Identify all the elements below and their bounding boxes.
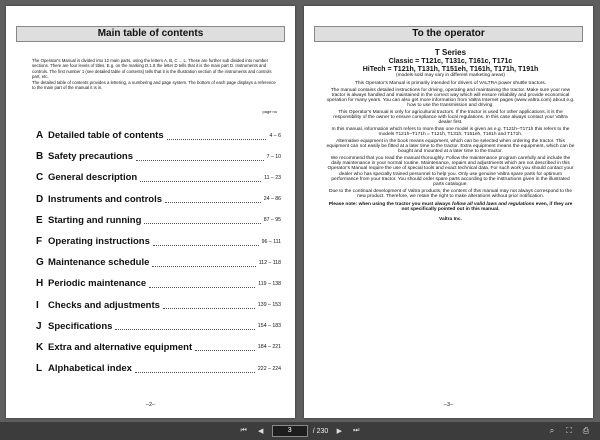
page-title: Main table of contents <box>16 26 285 42</box>
toc-leader-dots <box>115 322 255 330</box>
left-page <box>6 6 295 418</box>
intro-text <box>32 58 277 91</box>
toc-title[interactable]: Maintenance schedule <box>48 257 150 269</box>
first-page-icon[interactable]: ⏮ <box>240 427 247 434</box>
toc-leader-dots <box>163 301 255 309</box>
paragraph: This Operator's Manual is primarily intended for drivers of VALTRA power shuttle tractors. <box>354 81 547 87</box>
toc-pages: 154 – 183 <box>257 323 281 330</box>
toc-letter: C <box>36 172 44 184</box>
toc-title[interactable]: Detailed table of contents <box>48 130 164 142</box>
toc-row[interactable] <box>36 167 281 188</box>
toc-pages: 96 – 111 <box>261 238 281 245</box>
toc-letter: D <box>36 193 44 205</box>
toc-pages: 4 – 6 <box>269 132 281 139</box>
next-page-icon[interactable]: ▶ <box>336 428 342 435</box>
page-number: –3– <box>443 402 454 408</box>
paragraph: Due to the continual development of Valtra products, the content of this manual may not always correspond to the new product. Therefore, we retain the right to make alterations without prior notification. <box>328 188 573 199</box>
toc-pages: 119 – 138 <box>258 280 281 287</box>
paragraph: Alternative equipment in the book means equipment, which can be selected when ordering the tractor. This equipment can not easily be fitted at a later time to the tractor. Extra equipment means the equipment, which can be bought and mounted at a later time to the tractor. <box>326 139 575 155</box>
toc-leader-dots <box>135 365 255 373</box>
toc-title[interactable]: General description <box>48 172 138 184</box>
series-title: T Series <box>434 48 467 57</box>
toc-title[interactable]: Operating instructions <box>48 236 150 248</box>
page-no-label: page no <box>262 109 277 114</box>
toc-pages: 112 – 118 <box>258 259 281 266</box>
signature: Valtra Inc. <box>439 217 462 223</box>
toc-letter: A <box>36 130 44 142</box>
print-icon[interactable]: ⎙ <box>582 426 590 435</box>
toc-pages: 139 – 153 <box>257 302 281 309</box>
toc-letter: I <box>36 299 39 311</box>
toc-row[interactable] <box>36 210 281 231</box>
toc-row[interactable] <box>36 337 281 358</box>
toc-row[interactable] <box>36 273 281 294</box>
toc-title[interactable]: Alphabetical index <box>48 363 132 375</box>
note-lead: Please note: when using the tractor you must always <box>328 202 452 207</box>
toc-pages: 222 – 224 <box>257 365 281 372</box>
toc-title[interactable]: Instruments and controls <box>48 193 163 205</box>
toc-leader-dots <box>140 174 261 182</box>
note-tail: even, if they are not specifically pointed out in this manual. <box>401 202 573 213</box>
page-number-input[interactable]: 3 <box>272 425 308 437</box>
tool-icons <box>546 425 592 437</box>
toc-leader-dots <box>136 153 264 161</box>
toc-letter: B <box>36 151 44 163</box>
toc-letter: L <box>36 363 43 375</box>
toc-title[interactable]: Periodic maintenance <box>48 278 147 290</box>
toc-title[interactable]: Starting and running <box>48 214 142 226</box>
page-title: To the operator <box>314 26 583 42</box>
paragraph: This Operator's Manual is only for agricultural tractors. If the tractor is used for other applications, it is the responsibility of the owner to ensure compliance with local regulations. In this case always contact your Valtra dealer first. <box>333 110 568 126</box>
toc-letter: J <box>36 320 42 332</box>
toc-pages: 7 – 10 <box>266 153 281 160</box>
toc-pages: 184 – 221 <box>257 344 281 351</box>
toc-leader-dots <box>152 259 255 267</box>
safety-note <box>326 202 575 212</box>
toc-title[interactable]: Safety precautions <box>48 151 133 163</box>
toc-row[interactable] <box>36 125 281 146</box>
paragraph: The manual contains detailed instructions for driving, operating and maintaining the tractor. Make sure your new tractor is always handled and maintained in the correct way which will ensure reliability and provide economical operation for many years. You can also get more information from Valtra Internet pages (www.valtra.com) about e.g. how to use the transmission and driving. <box>326 87 575 109</box>
toc-pages: 11 – 23 <box>264 174 281 181</box>
toc-letter: E <box>36 214 43 226</box>
paragraph: In this manual, information which refers to more than one model is given as e.g. T121h–T171h this refers to the models T121h–T171h = T121h, T131h, T151eh, T161h and T171h. <box>331 127 570 138</box>
toc-pages: 87 – 95 <box>263 217 281 224</box>
fit-icon[interactable]: ⛶ <box>566 426 572 435</box>
toc-row[interactable] <box>36 252 281 273</box>
intro-paragraph: The detailed table of contents provides a lettering, a numbering and page system. The bottom of each page displays a reference to the main part of the manual it is in. <box>32 79 276 90</box>
zoom-icon[interactable]: ⌕ <box>549 426 555 435</box>
table-of-contents <box>36 125 281 379</box>
models-note: (models sold may vary in different marketing areas) <box>396 73 505 78</box>
toc-row[interactable] <box>36 231 281 252</box>
paragraph: We recommend that you read the manual thoroughly. Follow the maintenance program carefully and include the daily maintenance in your normal routine. Maintenance, repairs and adjustments which are not described in this Operator's Manual require the use of special tools and exact technical data. For such work you should contact your dealer who has specially trained personnel to help you. Only use genuine Valtra spare parts for optimum performance from your tractor. You should order spare parts according to the instructions given in the illustrated parts catalogue. <box>327 156 574 187</box>
toc-letter: G <box>36 257 44 269</box>
toc-title[interactable]: Extra and alternative equipment <box>48 341 193 353</box>
toc-leader-dots <box>195 343 255 351</box>
toc-row[interactable] <box>36 189 281 210</box>
toc-letter: F <box>36 236 43 248</box>
right-page <box>304 6 593 418</box>
total-pages: / 230 <box>312 427 329 435</box>
note-emphasis: follow all valid laws and regulations <box>451 202 535 207</box>
intro-paragraph: The Operator's Manual is divided into 12 main parts, using the letters A, B, C ... L. These are further sub divided into number sections. There are four levels of titles. E.g. on the marking D.1.8 the letter D tells that it is the main part D. Instruments and controls. The first number 1 (see detailed table of contents) tells that it is the illustration section of the instruments and controls part, etc. <box>32 58 272 79</box>
toc-leader-dots <box>165 195 261 203</box>
toc-letter: H <box>36 278 44 290</box>
toc-title[interactable]: Checks and adjustments <box>48 299 160 311</box>
toc-row[interactable] <box>36 146 281 167</box>
toc-leader-dots <box>153 238 259 246</box>
last-page-icon[interactable]: ⏭ <box>353 427 360 434</box>
toc-row[interactable] <box>36 358 281 379</box>
toc-row[interactable] <box>36 295 281 316</box>
toc-leader-dots <box>167 132 267 140</box>
toc-letter: K <box>36 341 44 353</box>
toc-title[interactable]: Specifications <box>48 320 113 332</box>
toc-leader-dots <box>144 216 260 224</box>
operator-text <box>326 48 575 224</box>
page-number: –2– <box>145 402 156 408</box>
models-hitech: HiTech = T121h, T131h, T151eh, T161h, T171h, T191h <box>362 65 539 73</box>
toc-leader-dots <box>149 280 255 288</box>
viewer-toolbar <box>0 422 600 440</box>
models-classic: Classic = T121c, T131c, T161c, T171c <box>388 58 513 65</box>
toc-row[interactable] <box>36 316 281 337</box>
prev-page-icon[interactable]: ◀ <box>258 428 264 435</box>
toc-pages: 24 – 86 <box>263 196 281 203</box>
